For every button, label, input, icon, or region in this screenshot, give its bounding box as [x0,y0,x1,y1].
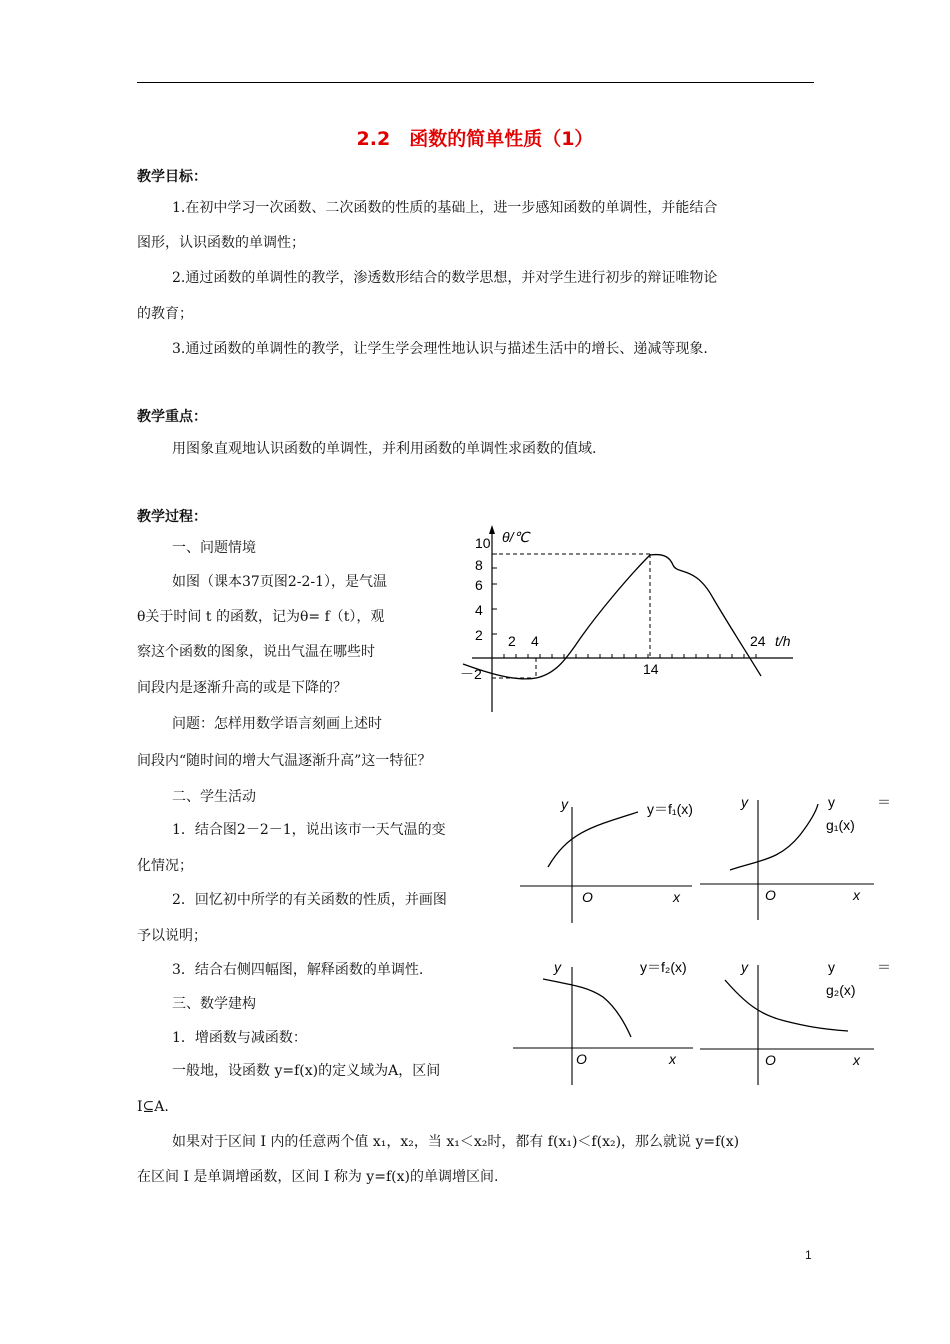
page-title: 2.2 函数的简单性质（1） [356,128,594,150]
objective-1-line1: 1.在初中学习一次函数、二次函数的性质的基础上，进一步感知函数的单调性，并能结合 [172,200,718,216]
graph-g1 [700,790,890,920]
temperature-graph [455,520,805,720]
f1-curve [548,812,638,867]
activity-2-line2: 予以说明； [137,928,207,944]
x-tick-2: 2 [508,633,516,649]
g2-label-fn: g₂(x) [826,982,856,998]
temp-y-ticks [492,554,497,634]
graph-g2 [700,955,890,1085]
activity-1-line1: 1．结合图2－2－1，说出该市一天气温的变 [172,822,446,838]
question-line1: 问题：怎样用数学语言刻画上述时 [172,716,382,732]
x-tick-4: 4 [531,633,539,649]
f2-y-label: y [554,959,561,975]
g2-label-eq: y ＝ [828,959,891,975]
temp-y-arrow [489,525,495,534]
section-1-heading: 一、问题情境 [172,540,256,556]
definition-line1: 一般地，设函数 y=f(x)的定义域为A，区间 [172,1063,441,1079]
construct-1: 1．增函数与减函数： [172,1030,307,1046]
g1-curve [730,804,818,870]
objective-2-line1: 2.通过函数的单调性的教学，渗透数形结合的数学思想，并对学生进行初步的辩证唯物论 [172,270,718,286]
g1-x-label: x [853,887,860,903]
y-tick-2: 2 [475,627,483,643]
process-heading: 教学过程： [137,509,207,525]
f2-x-label: x [669,1051,676,1067]
page-number: 1 [805,1248,812,1262]
objective-1-line2: 图形，认识函数的单调性； [137,235,305,251]
section-2-heading: 二、学生活动 [172,789,256,805]
graph-f2 [513,957,703,1087]
question-line2: 间段内“随时间的增大气温逐渐升高”这一特征？ [137,753,432,769]
g2-x-label: x [853,1052,860,1068]
f1-origin-label: O [582,889,593,905]
definition-line2: I⊆A. [137,1099,169,1115]
increasing-def-line2: 在区间 I 是单调增函数，区间 I 称为 y=f(x)的单调增区间. [137,1169,499,1185]
x-tick-24: 24 [750,633,766,649]
increasing-def-line1: 如果对于区间 I 内的任意两个值 x₁，x₂，当 x₁＜x₂时，都有 f(x₁)＜f(x₂)，那么就说 y=f(x) [172,1134,740,1150]
temp-x-axis-label: t/h [775,633,791,649]
key-points-heading: 教学重点： [137,409,207,425]
f2-origin-label: O [576,1051,587,1067]
key-points-text: 用图象直观地认识函数的单调性，并利用函数的单调性求函数的值域. [172,441,597,457]
paragraph-1-line2: θ关于时间 t 的函数，记为θ= f（t），观 [137,609,385,625]
paragraph-1-line4: 间段内是逐渐升高的或是下降的？ [137,680,347,696]
g1-y-label: y [741,794,748,810]
y-tick-6: 6 [475,577,483,593]
g2-origin-label: O [765,1052,776,1068]
g1-label-fn: g₁(x) [826,817,855,833]
graph-f1 [520,795,700,925]
y-tick-8: 8 [475,557,483,573]
paragraph-1-line1: 如图（课本37页图2-2-1），是气温 [172,574,387,590]
x-tick-14: 14 [643,661,659,677]
temperature-curve [463,555,761,679]
paragraph-1-line3: 察这个函数的图象，说出气温在哪些时 [137,644,375,660]
f1-x-label: x [673,889,680,905]
g2-y-label: y [741,959,748,975]
objective-2-line2: 的教育； [137,306,193,322]
section-3-heading: 三、数学建构 [172,996,256,1012]
y-tick-10: 10 [475,535,491,551]
f1-label: y＝f₁(x) [647,801,693,817]
activity-3: 3．结合右侧四幅图，解释函数的单调性. [172,962,424,978]
f2-curve [543,979,631,1037]
activity-1-line2: 化情况； [137,858,193,874]
f2-label: y＝f₂(x) [640,959,687,975]
objectives-heading: 教学目标： [137,169,207,185]
temp-y-axis-label: θ/℃ [502,529,530,545]
objective-3: 3.通过函数的单调性的教学，让学生学会理性地认识与描述生活中的增长、递减等现象. [172,341,708,357]
f1-y-label: y [561,796,568,812]
y-tick-4: 4 [475,602,483,618]
activity-2-line1: 2．回忆初中所学的有关函数的性质，并画图 [172,892,447,908]
g1-label-eq: y ＝ [828,794,891,810]
y-tick-neg2: －2 [460,666,482,682]
header-rule [137,82,814,83]
g1-origin-label: O [765,887,776,903]
